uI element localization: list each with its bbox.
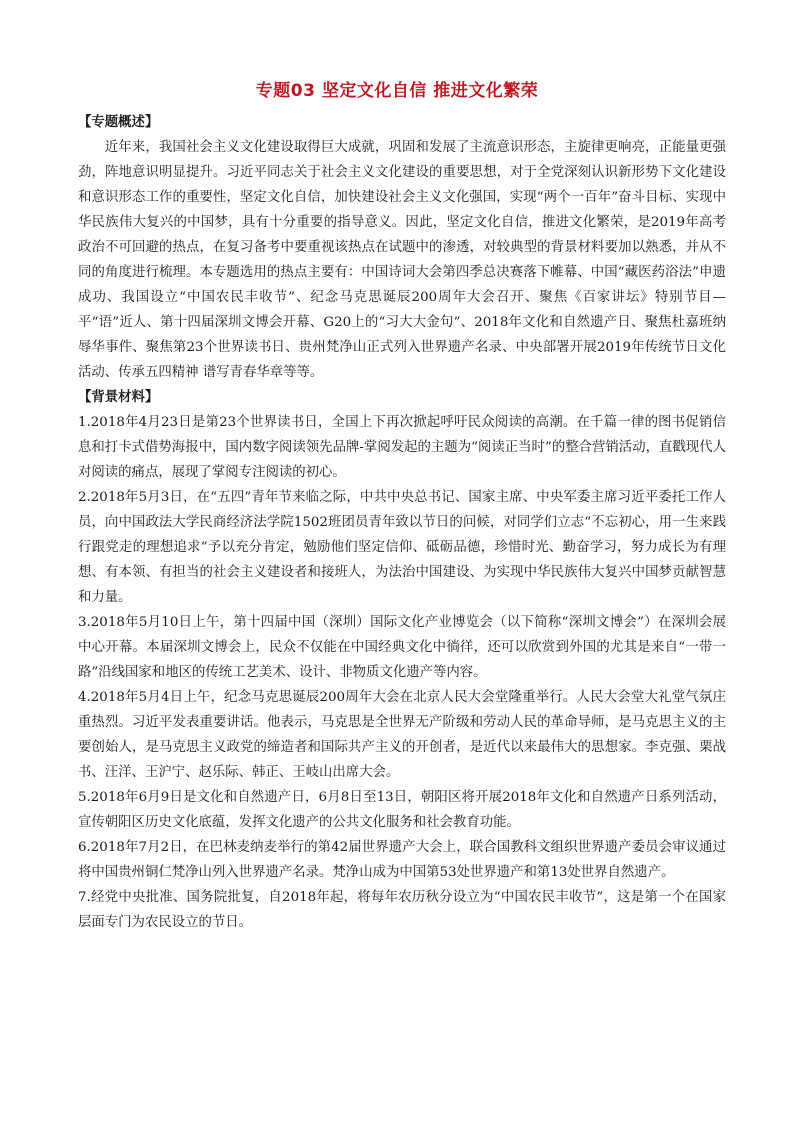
- background-item: 7.经党中央批准、国务院批复，自2018年起，将每年农历秋分设立为“中国农民丰收节”，这是第一个在国家层面专门为农民设立的节日。: [78, 890, 726, 930]
- background-item: 1.2018年4月23日是第23个世界读书日，全国上下再次掀起呼吁民众阅读的高潮。在千篇一律的图书促销信息和打卡式借势海报中，国内数字阅读领先品牌-掌阅发起的主题为“阅读正当时”的整合营销活动，直戳现代人对阅读的痛点，展现了掌阅专注阅读的初心。: [78, 415, 726, 480]
- section-overview: [78, 110, 726, 385]
- page-title: 专题03 坚定文化自信 推进文化繁荣: [255, 81, 539, 101]
- background-item: 3.2018年5月10日上午，第十四届中国（深圳）国际文化产业博览会（以下简称“深圳文博会”）在深圳会展中心开幕。本届深圳文博会上，民众不仅能在中国经典文化中徜徉，还可以欣赏到外国的尤其是来自“一带一路”沿线国家和地区的传统工艺美术、设计、非物质文化遗产等内容。: [78, 615, 726, 680]
- background-item: 5.2018年6月9日是文化和自然遗产日，6月8日至13日，朝阳区将开展2018年文化和自然遗产日系列活动，宣传朝阳区历史文化底蕴，发挥文化遗产的公共文化服务和社会教育功能。: [78, 790, 726, 830]
- section-background: [78, 385, 726, 935]
- document-body: [78, 110, 726, 935]
- background-item: 2.2018年5月3日，在“五四”青年节来临之际，中共中央总书记、国家主席、中央军委主席习近平委托工作人员，向中国政法大学民商经济法学院1502班团员青年致以节日的问候，对同学们立志“不忘初心，用一生来践行跟党走的理想追求”予以充分肯定，勉励他们坚定信仰、砥砺品德，珍惜时光、勤奋学习，努力成长为有理想、有本领、有担当的社会主义建设者和接班人，为法治中国建设、为实现中华民族伟大复兴中国梦贡献智慧和力量。: [78, 490, 726, 605]
- section-heading: 【专题概述】: [78, 114, 159, 130]
- background-item: 6.2018年7月2日，在巴林麦纳麦举行的第42届世界遗产大会上，联合国教科文组织世界遗产委员会审议通过将中国贵州铜仁梵净山列入世界遗产名录。梵净山成为中国第53处世界遗产和第13处世界自然遗产。: [78, 840, 726, 880]
- overview-paragraph: 近年来，我国社会主义文化建设取得巨大成就，巩固和发展了主流意识形态，主旋律更响亮，正能量更强劲，阵地意识明显提升。习近平同志关于社会主义文化建设的重要思想，对于全党深刻认识新形势下文化建设和意识形态工作的重要性，坚定文化自信，加快建设社会主义文化强国，实现“两个一百年”奋斗目标、实现中华民族伟大复兴的中国梦，具有十分重要的指导意义。因此，坚定文化自信，推进文化繁荣，是2019年高考政治不可回避的热点，在复习备考中要重视该热点在试题中的渗透，对较典型的背景材料要加以熟悉，并从不同的角度进行梳理。本专题选用的热点主要有：中国诗词大会第四季总决赛落下帷幕、中国“藏医药浴法”申遗成功、我国设立“中国农民丰收节”、纪念马克思诞辰200周年大会召开、聚焦《百家讲坛》特别节目—平“语”近人、第十四届深圳文博会开幕、G20上的“习大大金句”、2018年文化和自然遗产日、聚焦杜嘉班纳辱华事件、聚焦第23个世界读书日、贵州梵净山正式列入世界遗产名录、中央部署开展2019年传统节日文化活动、传承五四精神 谱写青春华章等等。: [78, 140, 726, 380]
- section-heading: 【背景材料】: [78, 389, 159, 405]
- background-item: 4.2018年5月4日上午，纪念马克思诞辰200周年大会在北京人民大会堂隆重举行。人民大会堂大礼堂气氛庄重热烈。习近平发表重要讲话。他表示，马克思是全世界无产阶级和劳动人民的革命导师，是马克思主义的主要创始人，是马克思主义政党的缔造者和国际共产主义的开创者，是近代以来最伟大的思想家。李克强、栗战书、汪洋、王沪宁、赵乐际、韩正、王岐山出席大会。: [78, 690, 726, 780]
